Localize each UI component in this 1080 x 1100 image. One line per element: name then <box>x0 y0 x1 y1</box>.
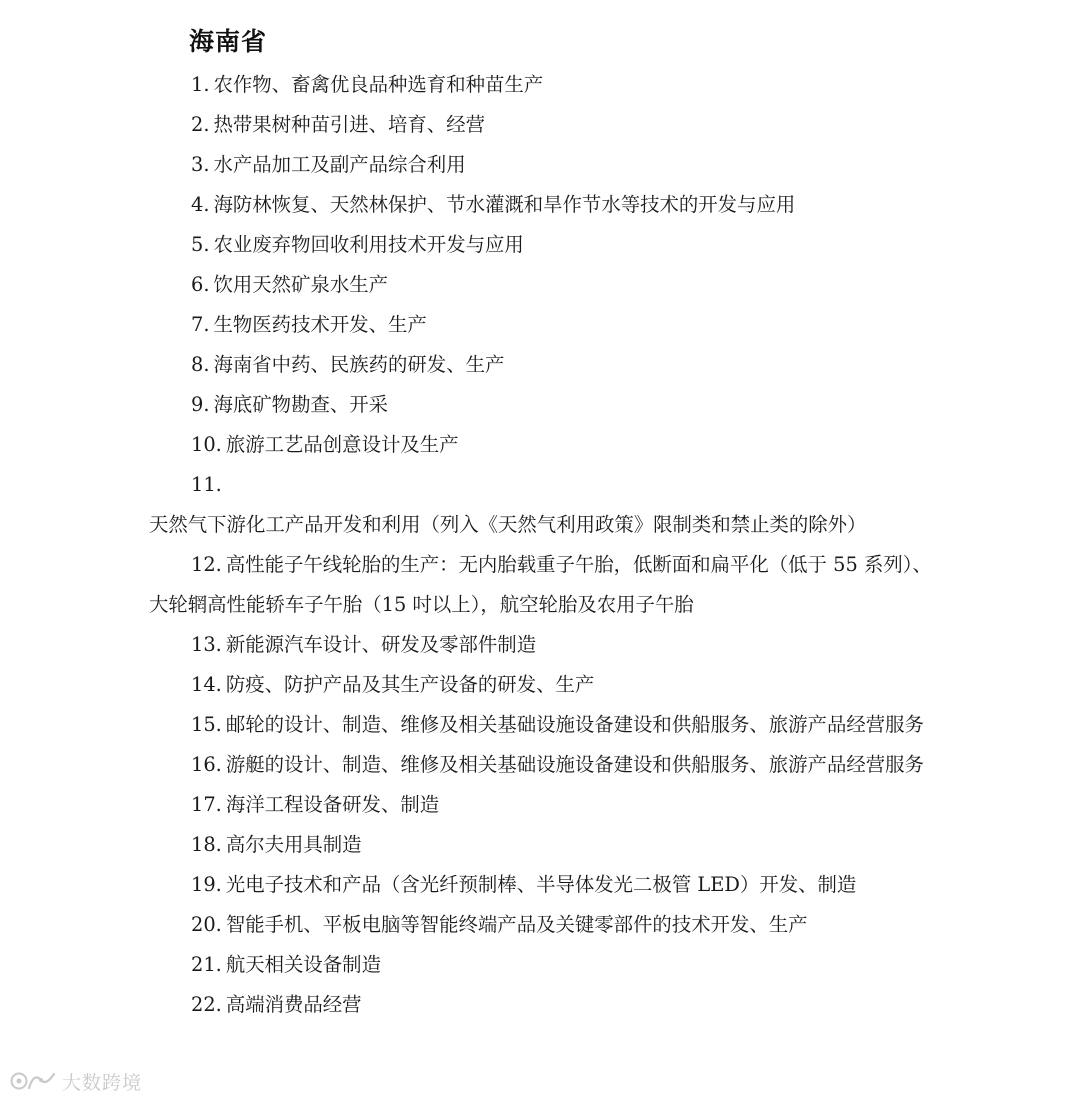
item-text: 游艇的设计、制造、维修及相关基础设施设备建设和供船服务、旅游产品经营服务 <box>225 753 924 776</box>
watermark <box>10 1066 142 1096</box>
item-number: 19. <box>191 873 222 896</box>
item-number: 21. <box>191 953 222 976</box>
list-item <box>0 465 1080 545</box>
item-number: 15. <box>191 713 222 736</box>
item-text: 智能手机、平板电脑等智能终端产品及关键零部件的技术开发、生产 <box>225 913 808 936</box>
list-item <box>0 385 1080 425</box>
item-text: 海底矿物勘查、开采 <box>213 393 389 416</box>
item-text: 饮用天然矿泉水生产 <box>213 273 389 296</box>
item-number: 22. <box>191 993 222 1016</box>
list-item <box>0 145 1080 185</box>
item-text: 航天相关设备制造 <box>225 953 381 976</box>
item-number: 12. <box>191 553 222 576</box>
item-number: 18. <box>191 833 222 856</box>
item-text: 海防林恢复、天然林保护、节水灌溉和旱作节水等技术的开发与应用 <box>213 193 796 216</box>
list-item <box>0 105 1080 145</box>
list-item <box>0 305 1080 345</box>
item-number: 9. <box>191 393 210 416</box>
item-number: 16. <box>191 753 222 776</box>
item-text: 海洋工程设备研发、制造 <box>225 793 440 816</box>
item-number: 8. <box>191 353 210 376</box>
list-item <box>0 745 1080 785</box>
province-heading: 海南省 <box>189 27 268 56</box>
item-text: 农业废弃物回收利用技术开发与应用 <box>213 233 524 256</box>
item-number: 2. <box>191 113 210 136</box>
watermark-text: 大数跨境 <box>62 1071 143 1094</box>
item-text: 高尔夫用具制造 <box>225 833 362 856</box>
list-item <box>0 545 1080 625</box>
item-number: 1. <box>191 73 210 96</box>
brand-logo-icon <box>10 1068 58 1094</box>
list-item <box>0 425 1080 465</box>
item-text: 天然气下游化工产品开发和利用（列入《天然气利用政策》限制类和禁止类的除外） <box>149 513 867 536</box>
list-item <box>0 65 1080 105</box>
item-text: 新能源汽车设计、研发及零部件制造 <box>225 633 537 656</box>
item-number: 17. <box>191 793 222 816</box>
list-item <box>0 825 1080 865</box>
list-item <box>0 905 1080 945</box>
list-item <box>0 225 1080 265</box>
list-item <box>0 665 1080 705</box>
item-number: 10. <box>191 433 222 456</box>
item-number: 13. <box>191 633 222 656</box>
item-text: 生物医药技术开发、生产 <box>213 313 427 336</box>
item-number: 3. <box>191 153 210 176</box>
item-number: 14. <box>191 673 222 696</box>
list-item <box>0 705 1080 745</box>
item-text: 邮轮的设计、制造、维修及相关基础设施设备建设和供船服务、旅游产品经营服务 <box>225 713 924 736</box>
item-number: 5. <box>191 233 210 256</box>
list-item <box>0 265 1080 305</box>
list-item <box>0 785 1080 825</box>
item-number: 6. <box>191 273 210 296</box>
item-text: 光电子技术和产品（含光纤预制棒、半导体发光二极管 LED）开发、制造 <box>225 873 857 896</box>
item-text: 农作物、畜禽优良品种选育和种苗生产 <box>213 73 544 96</box>
industry-list <box>0 65 1080 1025</box>
item-number: 20. <box>191 913 222 936</box>
item-text: 高性能子午线轮胎的生产：无内胎载重子午胎，低断面和扁平化（低于 55 系列）、大轮辋高性能轿车子午胎（15 吋以上），航空轮胎及农用子午胎 <box>149 553 932 616</box>
item-text: 热带果树种苗引进、培育、经营 <box>213 113 485 136</box>
item-number: 7. <box>191 313 210 336</box>
item-text: 旅游工艺品创意设计及生产 <box>225 433 459 456</box>
item-number: 11. <box>191 473 222 496</box>
item-text: 防疫、防护产品及其生产设备的研发、生产 <box>225 673 595 696</box>
item-text: 海南省中药、民族药的研发、生产 <box>213 353 505 376</box>
list-item <box>0 345 1080 385</box>
list-item <box>0 185 1080 225</box>
list-item <box>0 865 1080 905</box>
list-item <box>0 625 1080 665</box>
item-number: 4. <box>191 193 210 216</box>
list-item <box>0 945 1080 985</box>
item-text: 高端消费品经营 <box>225 993 362 1016</box>
item-text: 水产品加工及副产品综合利用 <box>213 153 466 176</box>
list-item <box>0 985 1080 1025</box>
